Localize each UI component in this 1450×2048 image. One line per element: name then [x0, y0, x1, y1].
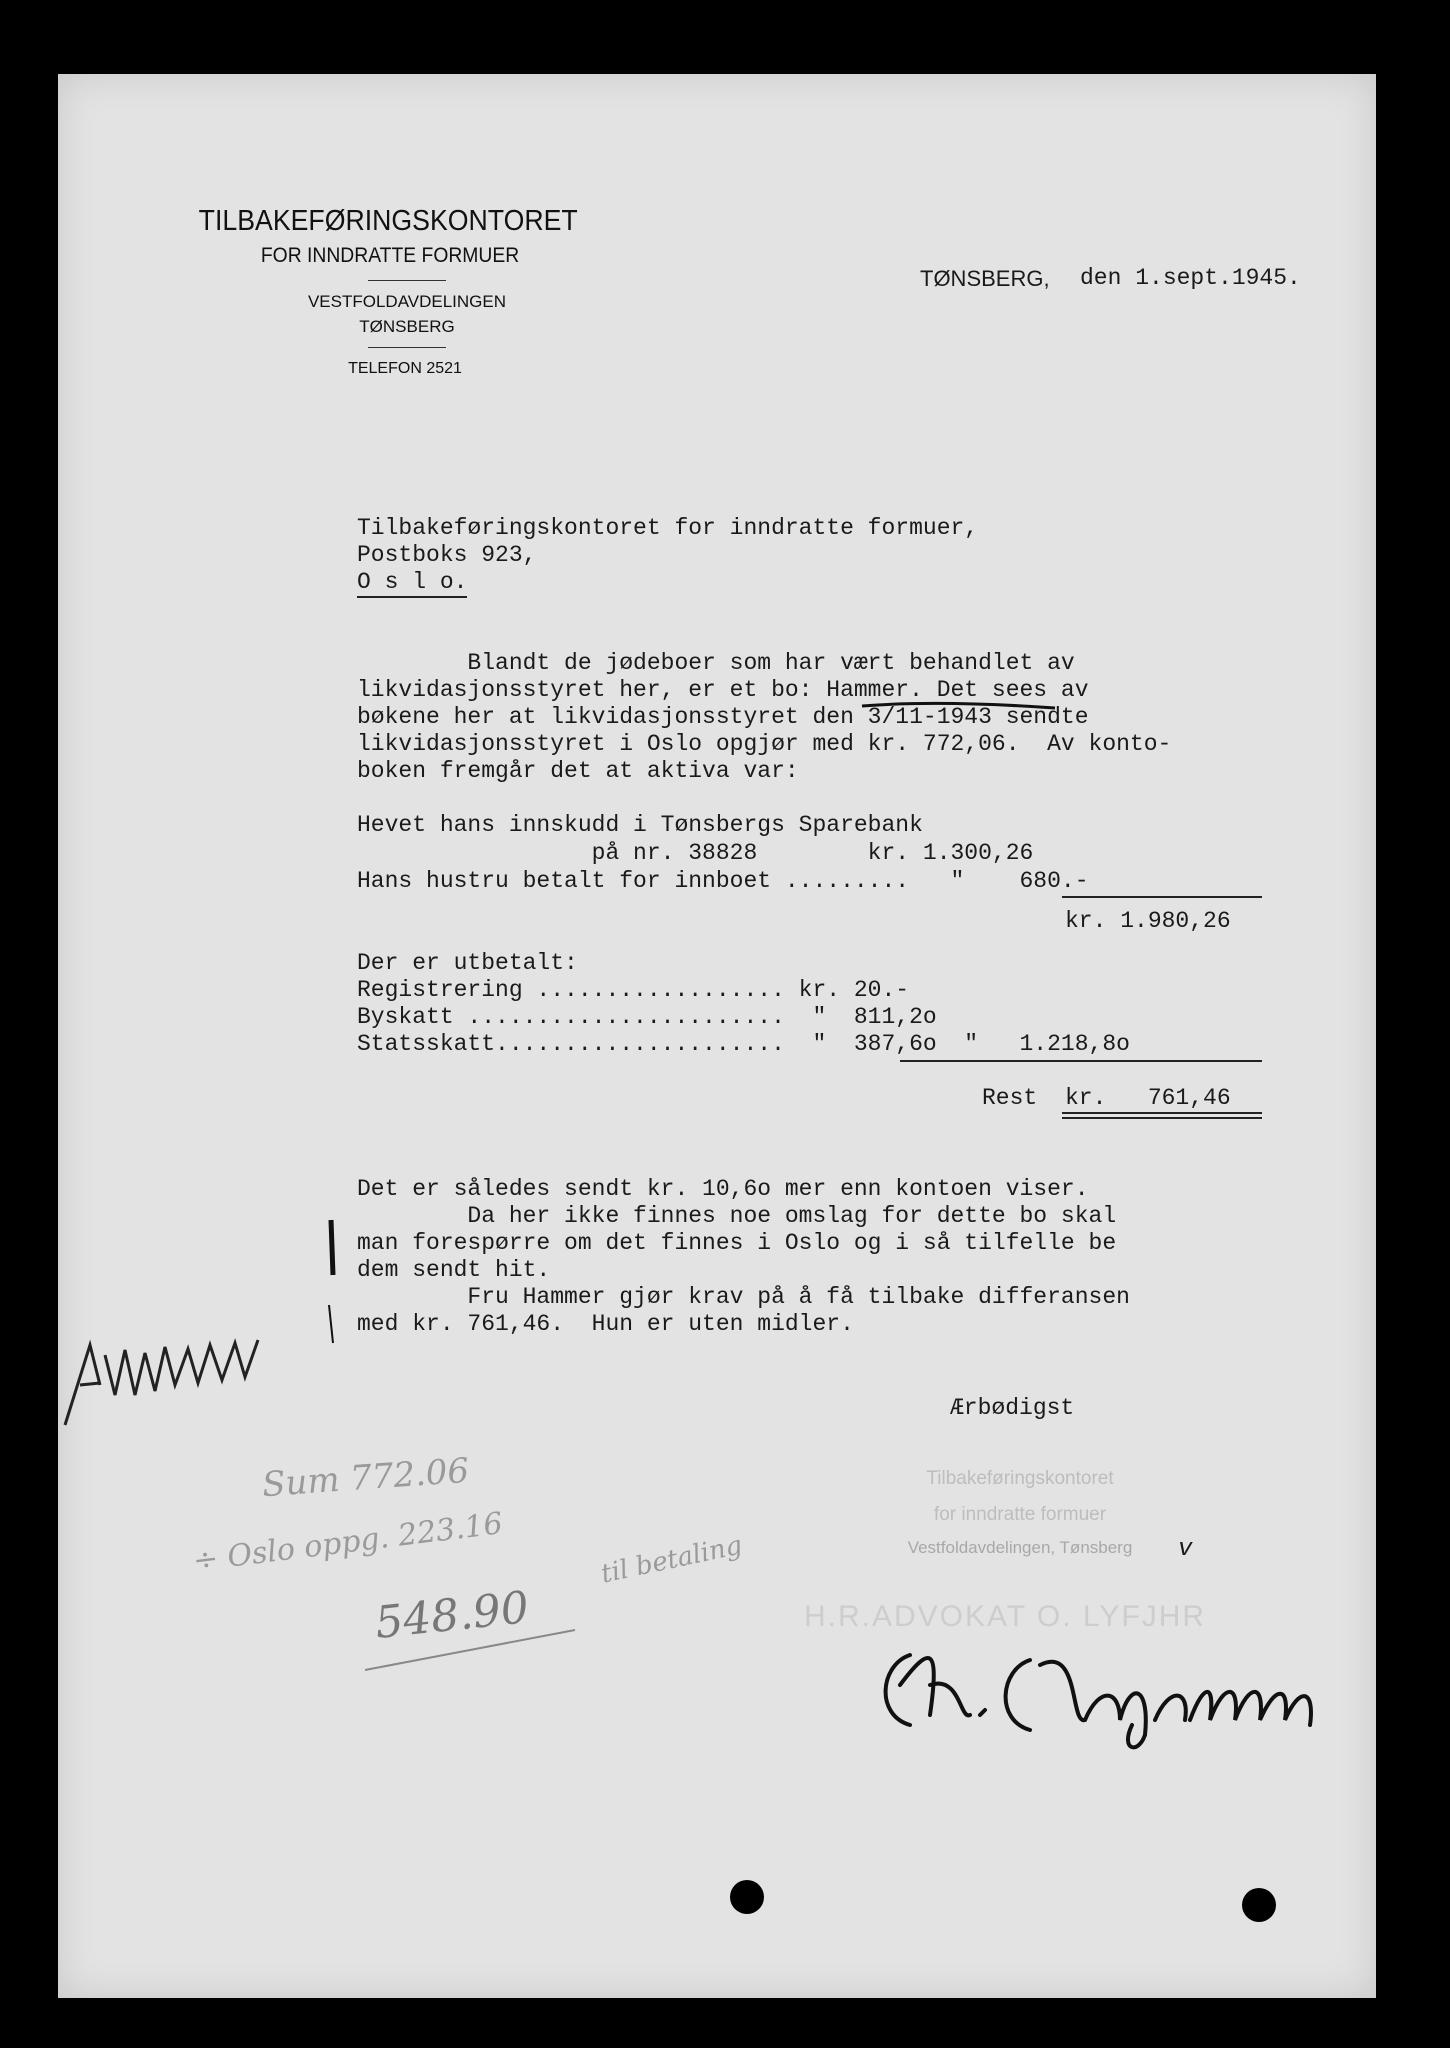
body-line: Det er således sendt kr. 10,6o mer enn kontoen viser.: [357, 1176, 1089, 1202]
stamp-name: H.R.ADVOKAT O. LYFJHR: [803, 1600, 1207, 1633]
body-line: dem sendt hit.: [357, 1257, 551, 1283]
rest-label: Rest: [982, 1085, 1038, 1111]
punch-hole: [1242, 1888, 1276, 1922]
stamp-line: Vestfoldavdelingen, Tønsberg: [907, 1538, 1133, 1557]
stamp-line: Tilbakeføringskontoret: [926, 1468, 1114, 1489]
body-line: likvidasjonsstyret i Oslo opgjør med kr. 772,06. Av konto-: [357, 731, 1172, 757]
dateline-date: den 1.sept.1945.: [1080, 265, 1301, 291]
paid-line: Statsskatt..................... " 387,6o " 1.218,8o: [357, 1031, 1130, 1057]
pencil-note: 548.90: [372, 1582, 532, 1649]
margin-mark: [325, 1215, 345, 1345]
body-line: Fru Hammer gjør krav på å få tilbake differansen: [357, 1284, 1130, 1310]
paid-line: Byskatt ....................... " 811,2o: [357, 1004, 937, 1030]
body-line: Blandt de jødeboer som har vært behandlet av: [357, 650, 1075, 676]
letterhead-title: TILBAKEFØRINGSKONTORET: [198, 205, 578, 237]
punch-hole: [730, 1880, 764, 1914]
stamp-check-mark: v: [1178, 1536, 1193, 1563]
letterhead-subtitle: FOR INNDRATTE FORMUER: [260, 244, 520, 267]
pencil-note: til betaling: [598, 1530, 745, 1590]
addressee-city: O s l o.: [357, 569, 467, 598]
body-line: bøkene her at likvidasjonsstyret den 3/11-1943 sendte: [357, 704, 1089, 730]
rest-value: kr. 761,46: [1065, 1085, 1231, 1111]
sum-rule: [900, 1060, 1262, 1062]
stamp-line: for inndratte formuer: [933, 1504, 1107, 1525]
addressee-line: Tilbakeføringskontoret for inndratte formuer,: [357, 515, 979, 541]
signature: [870, 1625, 1360, 1755]
closing: Ærbødigst: [950, 1395, 1075, 1421]
body-line: man forespørre om det finnes i Oslo og i så tilfelle be: [357, 1230, 1117, 1256]
body-line: Da her ikke finnes noe omslag for dette bo skal: [357, 1203, 1117, 1229]
letterhead-rule: [368, 347, 446, 348]
pencil-note: Sum 772.06: [260, 1450, 471, 1506]
double-rule: [1062, 1112, 1262, 1114]
asset-line: Hans hustru betalt for innboet ......... " 680.-: [357, 868, 1089, 894]
letterhead-city: TØNSBERG: [359, 317, 455, 336]
letterhead-department: VESTFOLDAVDELINGEN: [307, 292, 507, 311]
double-rule: [1062, 1117, 1262, 1119]
letterhead-rule: [368, 280, 446, 281]
body-line: boken fremgår det at aktiva var:: [357, 758, 799, 784]
addressee-line: Postboks 923,: [357, 542, 537, 568]
asset-line: Hevet hans innskudd i Tønsbergs Sparebank: [357, 812, 923, 838]
dateline-place: TØNSBERG,: [920, 266, 1050, 291]
assets-total: kr. 1.980,26: [1065, 908, 1231, 934]
body-line: likvidasjonsstyret her, er et bo: Hammer. Det sees av: [357, 677, 1089, 703]
letterhead-phone: TELEFON 2521: [348, 360, 462, 377]
pencil-note: ÷ Oslo oppg. 223.16: [191, 1506, 505, 1579]
sum-rule: [1062, 896, 1262, 898]
margin-initials: [60, 1325, 270, 1435]
body-line: med kr. 761,46. Hun er uten midler.: [357, 1311, 854, 1337]
paid-heading: Der er utbetalt:: [357, 950, 578, 976]
handwritten-underline: [860, 700, 1060, 712]
paid-line: Registrering .................. kr. 20.-: [357, 977, 910, 1003]
pencil-underline: [360, 1625, 580, 1675]
asset-line: på nr. 38828 kr. 1.300,26: [357, 840, 1034, 866]
